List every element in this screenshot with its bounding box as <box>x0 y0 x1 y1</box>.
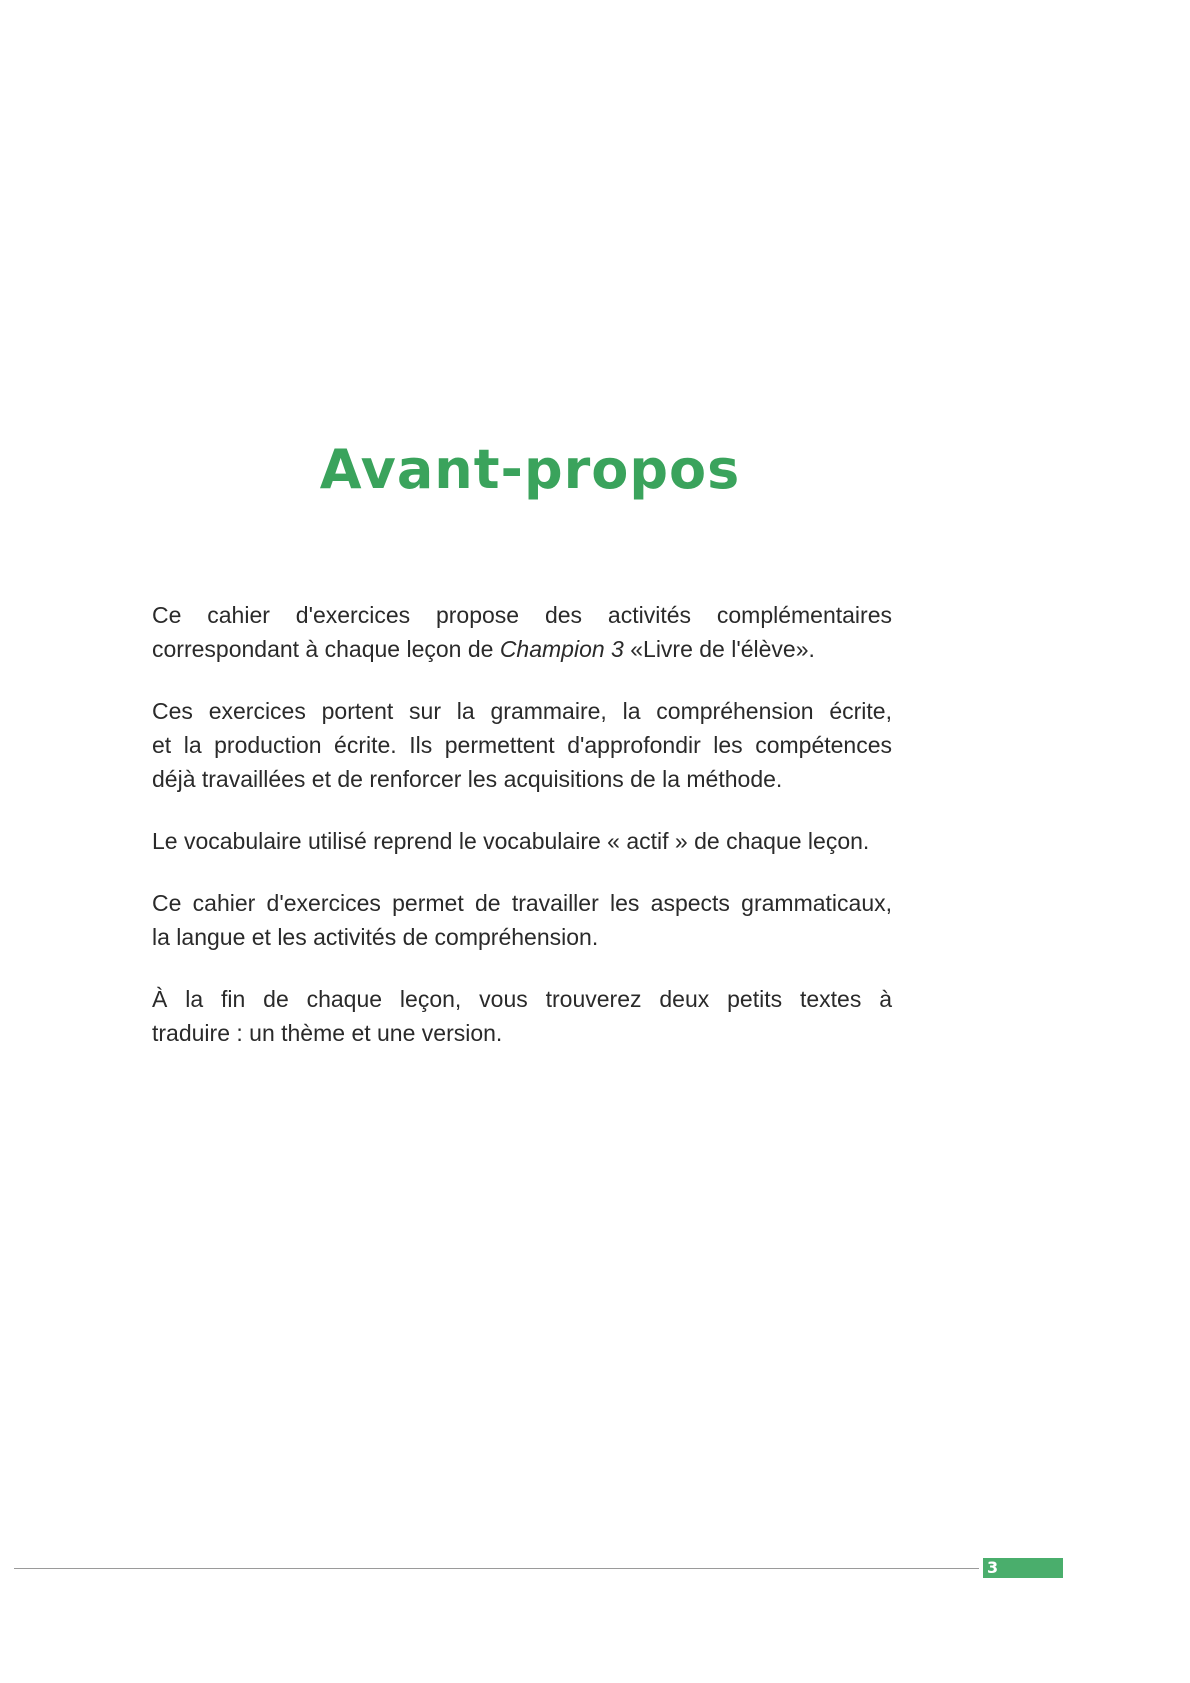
paragraph-1-line-2 <box>152 632 892 666</box>
paragraph-2-line-2: et la production écrite. Ils permettent d'approfondir les compétences <box>152 732 892 758</box>
paragraph-4-line-2: la langue et les activités de compréhension. <box>152 924 599 950</box>
paragraph-4 <box>152 886 892 954</box>
paragraph-4-line-1: Ce cahier d'exercices permet de travailler les aspects grammaticaux, <box>152 890 892 916</box>
paragraph-2-line-3: déjà travaillées et de renforcer les acquisitions de la méthode. <box>152 766 783 792</box>
paragraph-1-line-2-tail: «Livre de l'élève». <box>630 636 815 662</box>
paragraph-1-line-1: Ce cahier d'exercices propose des activités complémentaires <box>152 602 892 628</box>
paragraph-1-line-2-text: correspondant à chaque leçon de <box>152 636 494 662</box>
page-number: 3 <box>983 1558 1063 1578</box>
page-title: Avant-propos <box>319 438 741 501</box>
paragraph-1 <box>152 598 892 666</box>
body-text <box>152 598 892 1078</box>
paragraph-2 <box>152 694 892 796</box>
paragraph-5-line-2: traduire : un thème et une version. <box>152 1020 503 1046</box>
paragraph-2-line-1: Ces exercices portent sur la grammaire, la compréhension écrite, <box>152 698 892 724</box>
book-title-italic: Champion 3 <box>499 636 624 662</box>
paragraph-5-line-1: À la fin de chaque leçon, vous trouverez deux petits textes à <box>152 986 892 1012</box>
paragraph-3-line-1: Le vocabulaire utilisé reprend le vocabulaire « actif » de chaque leçon. <box>152 828 870 854</box>
paragraph-5 <box>152 982 892 1050</box>
footer-rule <box>14 1568 979 1569</box>
paragraph-3 <box>152 824 892 858</box>
